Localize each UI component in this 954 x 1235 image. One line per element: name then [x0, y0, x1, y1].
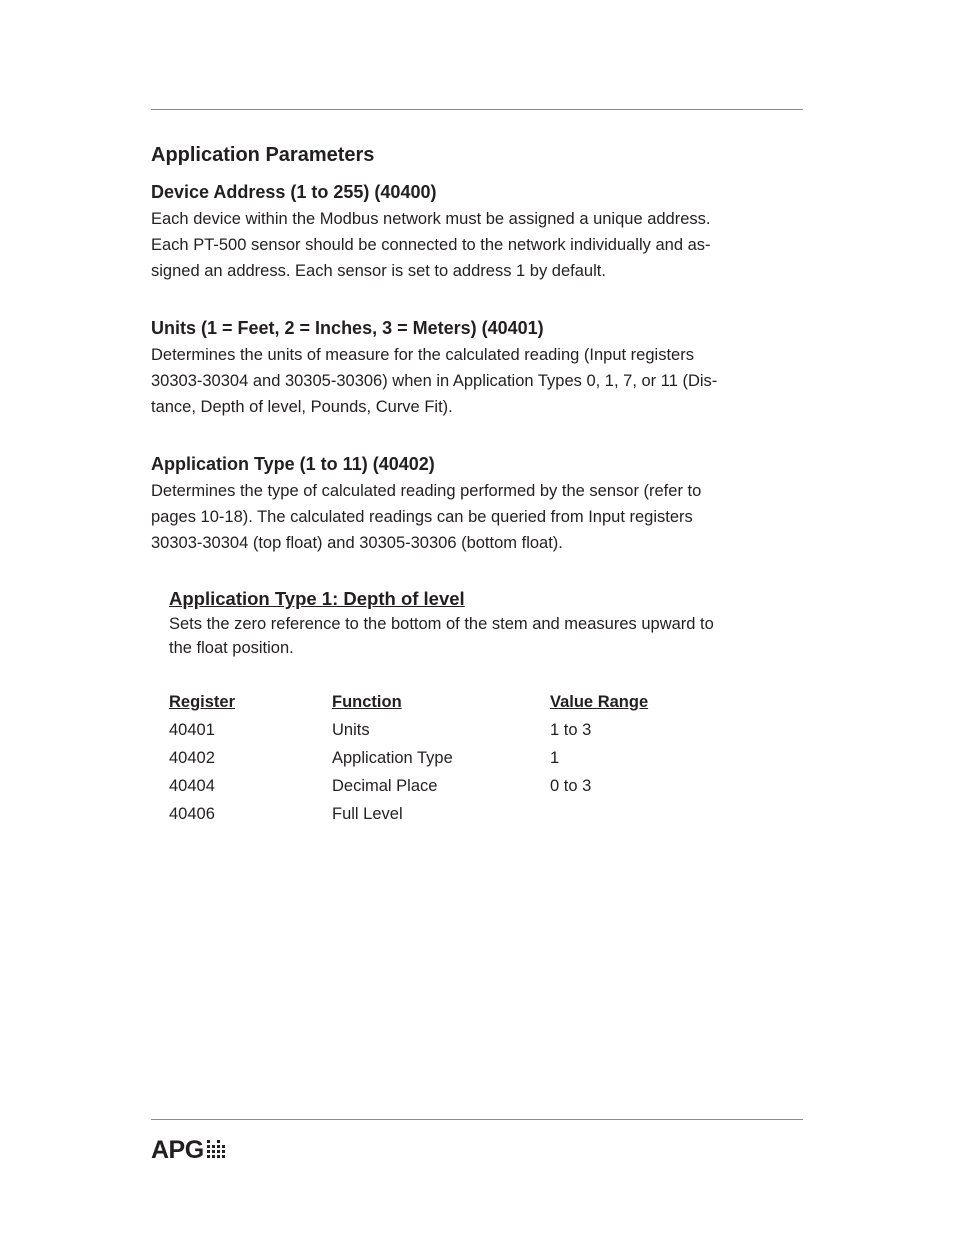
cell-register: 40404	[169, 776, 215, 795]
column-header-value-range: Value Range	[550, 692, 649, 711]
text-line: 30303-30304 and 30305-30306) when in Application Types 0, 1, 7, or 11 (Dis-	[151, 372, 718, 390]
footer-divider	[151, 1119, 803, 1120]
cell-function: Application Type	[332, 748, 453, 767]
column-header-function: Function	[332, 692, 402, 711]
subsection-title: Application Type 1: Depth of level	[169, 588, 465, 609]
table-row	[169, 772, 750, 800]
table-row	[169, 744, 750, 772]
cell-value-range	[550, 800, 750, 828]
text-line: 30303-30304 (top float) and 30305-30306 (bottom float).	[151, 534, 563, 552]
cell-function: Units	[332, 720, 370, 739]
header-divider	[151, 109, 803, 110]
register-table	[169, 688, 750, 828]
cell-value-range: 1	[550, 748, 560, 767]
page-content	[151, 140, 801, 828]
column-header-register: Register	[169, 692, 236, 711]
apg-dot-grid-icon	[206, 1139, 226, 1161]
text-line: Determines the units of measure for the calculated reading (Input registers	[151, 346, 694, 364]
text-line: the float position.	[169, 639, 294, 657]
subsection-description	[169, 612, 801, 660]
cell-register: 40402	[169, 748, 215, 767]
cell-register: 40401	[169, 720, 215, 739]
table-row	[169, 716, 750, 744]
param-description	[151, 478, 801, 556]
param-device-address	[151, 180, 801, 284]
param-heading: Device Address (1 to 255) (40400)	[151, 182, 437, 202]
cell-value-range: 0 to 3	[550, 776, 592, 795]
text-line: Each PT-500 sensor should be connected to the network individually and as-	[151, 236, 711, 254]
table-header-row	[169, 688, 750, 716]
subsection-application-type-1	[169, 586, 801, 828]
cell-register: 40406	[169, 804, 215, 823]
param-heading: Units (1 = Feet, 2 = Inches, 3 = Meters) (40401)	[151, 318, 544, 338]
text-line: pages 10-18). The calculated readings can be queried from Input registers	[151, 508, 693, 526]
apg-logo	[151, 1136, 226, 1164]
section-title: Application Parameters	[151, 144, 375, 166]
param-application-type	[151, 452, 801, 556]
param-heading: Application Type (1 to 11) (40402)	[151, 454, 435, 474]
text-line: Sets the zero reference to the bottom of the stem and measures upward to	[169, 615, 714, 633]
text-line: signed an address. Each sensor is set to address 1 by default.	[151, 262, 606, 280]
text-line: tance, Depth of level, Pounds, Curve Fit).	[151, 398, 453, 416]
logo-text: APG	[151, 1136, 204, 1164]
text-line: Each device within the Modbus network must be assigned a unique address.	[151, 210, 711, 228]
param-description	[151, 342, 801, 420]
table-row	[169, 800, 750, 828]
cell-value-range: 1 to 3	[550, 720, 592, 739]
text-line: Determines the type of calculated reading performed by the sensor (refer to	[151, 482, 702, 500]
cell-function: Full Level	[332, 804, 403, 823]
param-units	[151, 316, 801, 420]
cell-function: Decimal Place	[332, 776, 438, 795]
param-description	[151, 206, 801, 284]
